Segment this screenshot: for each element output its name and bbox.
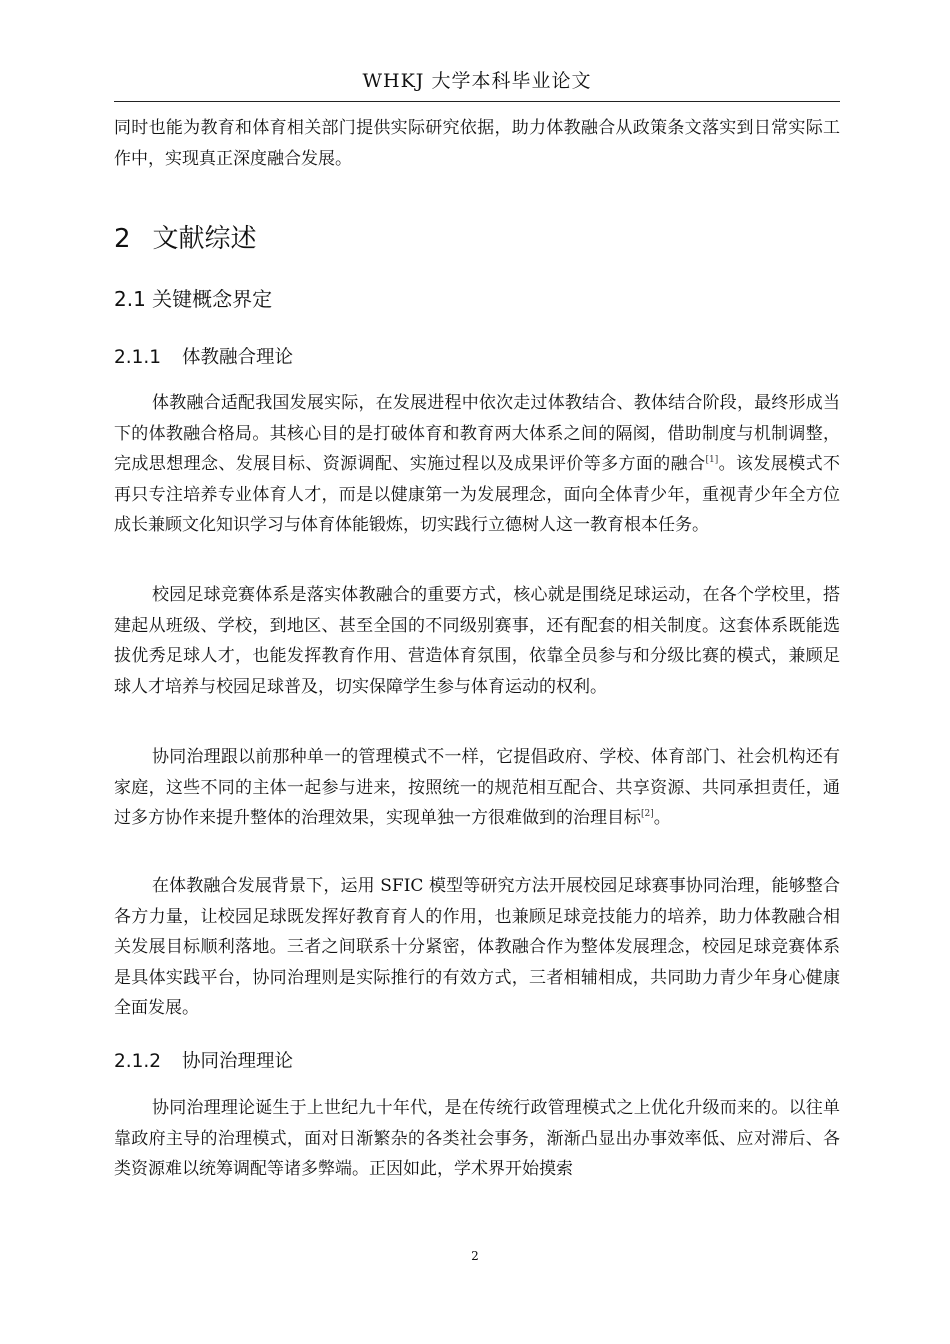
paragraph-text: 协同治理跟以前那种单一的管理模式不一样，它提倡政府、学校、体育部门、社会机构还有家庭，这些不同的主体一起参与进来，按照统一的规范相互配合、共享资源、共同承担责任，通过多方协作来提升整体的治理效果，实现单独一方很难做到的治理目标: [114, 747, 840, 828]
chapter-title: 文献综述: [152, 224, 257, 254]
chapter-number: 2: [114, 224, 131, 254]
subsection-title: 体教融合理论: [182, 347, 294, 368]
page-number: 2: [471, 1249, 479, 1263]
subsection-title: 协同治理理论: [182, 1051, 294, 1072]
citation-ref: [1]: [705, 455, 719, 465]
running-header: WHKJ 大学本科毕业论文: [362, 70, 592, 92]
header-divider: [114, 101, 840, 102]
paragraph-text: 体教融合适配我国发展实际，在发展进程中依次走过体教结合、教体结合阶段，最终形成当下的体教融合格局。其核心目的是打破体育和教育两大体系之间的隔阂，借助制度与机制调整，完成思想理念、发展目标、资源调配、实施过程以及成果评价等多方面的融合: [114, 393, 840, 474]
subsection-heading-1: [114, 343, 293, 369]
chapter-heading: [114, 218, 257, 255]
paragraph-text: 。: [653, 808, 671, 828]
body-paragraph: [114, 742, 840, 834]
subsection-number: 2.1.2: [114, 1051, 162, 1072]
paragraph-text: 。该发展模式不再只专注培养专业体育人才，而是以健康第一为发展理念，面向全体青少年，重视青少年全方位成长兼顾文化知识学习与体育体能锻炼，切实践行立德树人这一教育根本任务。: [114, 454, 841, 535]
section-title: 关键概念界定: [152, 287, 273, 311]
subsection-heading-2: [114, 1047, 293, 1073]
body-paragraph: 协同治理理论诞生于上世纪九十年代，是在传统行政管理模式之上优化升级而来的。以往单靠政府主导的治理模式，面对日渐繁杂的各类社会事务，渐渐凸显出办事效率低、应对滞后、各类资源难以统筹调配等诸多弊端。正因如此，学术界开始摸索: [114, 1098, 840, 1179]
body-paragraph: 在体教融合发展背景下，运用 SFIC 模型等研究方法开展校园足球赛事协同治理，能够整合各方力量，让校园足球既发挥好教育育人的作用，也兼顾足球竞技能力的培养，助力体教融合相关发展目标顺利落地。三者之间联系十分紧密，体教融合作为整体发展理念，校园足球竞赛体系是具体实践平台，协同治理则是实际推行的有效方式，三者相辅相成，共同助力青少年身心健康全面发展。: [114, 876, 840, 1018]
subsection-number: 2.1.1: [114, 347, 162, 368]
body-paragraph: 校园足球竞赛体系是落实体教融合的重要方式，核心就是围绕足球运动，在各个学校里，搭建起从班级、学校，到地区、甚至全国的不同级别赛事，还有配套的相关制度。这套体系既能选拔优秀足球人才，也能发挥教育作用、营造体育氛围，依靠全员参与和分级比赛的模式，兼顾足球人才培养与校园足球普及，切实保障学生参与体育运动的权利。: [114, 585, 840, 697]
citation-ref: [2]: [641, 809, 654, 819]
intro-paragraph: 同时也能为教育和体育相关部门提供实际研究依据，助力体教融合从政策条文落实到日常实际工作中，实现真正深度融合发展。: [114, 118, 840, 169]
section-number: 2.1: [114, 287, 146, 311]
section-heading: [114, 283, 272, 312]
body-paragraph: [114, 388, 840, 541]
